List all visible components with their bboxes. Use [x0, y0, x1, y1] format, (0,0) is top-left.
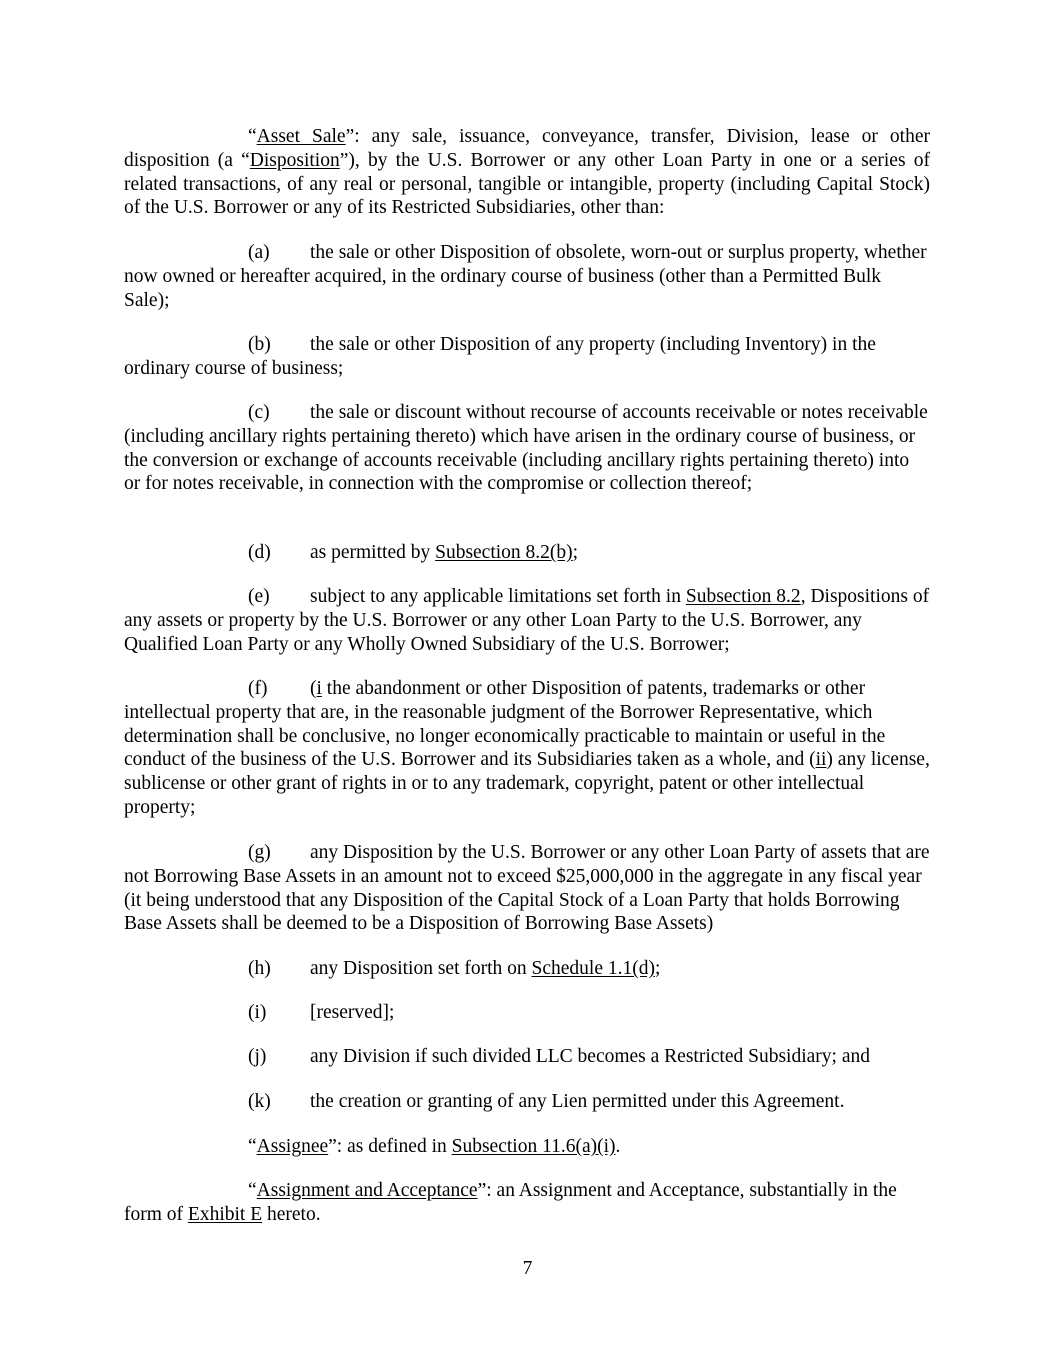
- clause-text: any Disposition set forth on: [310, 958, 532, 979]
- cross-reference: Subsection 11.6(a)(i): [451, 1136, 616, 1157]
- cross-reference: Exhibit E: [187, 1203, 263, 1225]
- clause-d: [248, 541, 578, 565]
- clause-k: [248, 1090, 844, 1114]
- definition-text: ”: as defined in: [328, 1136, 452, 1157]
- clause-punct: ;: [572, 542, 579, 563]
- cross-reference: Subsection 8.2: [685, 586, 801, 607]
- clause-b: [124, 333, 930, 381]
- clause-a: [124, 241, 930, 312]
- clause-c: [124, 401, 930, 496]
- definition-text: ”: an Assignment and Acceptance, substantially in the form of: [124, 1180, 897, 1225]
- quote-open: “: [248, 126, 257, 147]
- clause-text: as permitted by: [310, 542, 436, 563]
- clause-text: the sale or other Disposition of any property (including Inventory) in the ordinary course of business;: [124, 334, 876, 379]
- definition-punct: .: [615, 1136, 621, 1157]
- clause-label: (b): [248, 334, 271, 355]
- clause-label: (h): [248, 958, 271, 979]
- definition-assignment-and-acceptance: [124, 1179, 930, 1227]
- clause-text: the creation or granting of any Lien permitted under this Agreement.: [310, 1091, 845, 1112]
- clause-text: [reserved];: [310, 1002, 395, 1023]
- clause-label: (g): [248, 842, 271, 863]
- paren: (: [310, 678, 317, 699]
- defined-term-disposition: Disposition: [249, 149, 340, 171]
- clause-text: the abandonment or other Disposition of patents, trademarks or other intellectual property that are, in the reasonable judgment of the Borrower Representative, which determination shall be conclusive, no longer economically practicable to maintain or useful in the conduct of the business of the U.S. Borrower and its Subsidiaries taken as a whole, and (: [124, 678, 886, 771]
- clause-g: [124, 841, 930, 936]
- clause-label: (d): [248, 542, 271, 563]
- quote-open: “: [248, 1180, 257, 1201]
- clause-label: (i): [248, 1002, 267, 1023]
- definition-assignee: [248, 1135, 620, 1159]
- defined-term-asset-sale: Asset Sale: [256, 126, 346, 147]
- clause-j: [248, 1045, 870, 1069]
- clause-i: [248, 1001, 394, 1025]
- page-number: 7: [522, 1258, 533, 1279]
- clause-text: any Disposition by the U.S. Borrower or any other Loan Party of assets that are not Borrowing Base Assets in an amount not to exceed $25,000,000 in the aggregate in any fiscal year (it being understood that any Disposition of the Capital Stock of a Loan Party that holds Borrowing Base Assets shall be deemed to be a Disposition of Borrowing Base Assets): [124, 842, 930, 935]
- definition-text: hereto.: [262, 1203, 321, 1225]
- clause-label: (c): [248, 402, 270, 423]
- clause-text: subject to any applicable limitations set forth in: [310, 586, 686, 607]
- clause-text: the sale or discount without recourse of accounts receivable or notes receivable (including ancillary rights pertaining thereto) which have arisen in the ordinary course of business, or the conversion or exchange of accounts receivable (including ancillary rights pertaining thereto) into or for notes receivable, in connection with the compromise or collection thereof;: [124, 402, 928, 495]
- roman-numeral-i: i: [316, 678, 322, 699]
- roman-numeral-ii: ii: [815, 749, 827, 771]
- clause-label: (j): [248, 1046, 267, 1067]
- clause-label: (k): [248, 1091, 271, 1112]
- clause-label: (a): [248, 242, 270, 263]
- definition-asset-sale: [124, 125, 930, 220]
- clause-label: (e): [248, 586, 270, 607]
- defined-term-assignee: Assignee: [256, 1136, 329, 1157]
- cross-reference: Subsection 8.2(b): [435, 542, 573, 563]
- definition-text: ”: any sale, issuance, conveyance, transfer, Division, lease or other disposition (a “: [124, 126, 931, 171]
- clause-text: any Division if such divided LLC becomes a Restricted Subsidiary; and: [310, 1046, 870, 1067]
- definition-text: ”), by the U.S. Borrower or any other Loan Party in one or a series of related transactions, of any real or personal, tangible or intangible, property (including Capital Stock) of the U.S. Borrower or any of its Restricted Subsidiaries, other than:: [124, 149, 930, 219]
- clause-text: , Dispositions of any assets or property by the U.S. Borrower or any other Loan Party to the U.S. Borrower, any Qualified Loan Party or any Wholly Owned Subsidiary of the U.S. Borrower;: [124, 586, 930, 655]
- clause-text: the sale or other Disposition of obsolete, worn-out or surplus property, whether now owned or hereafter acquired, in the ordinary course of business (other than a Permitted Bulk Sale);: [124, 242, 927, 311]
- clause-h: [248, 957, 660, 981]
- clause-f: [124, 677, 930, 820]
- quote-open: “: [248, 1136, 257, 1157]
- clause-punct: ;: [655, 958, 661, 979]
- clause-label: (f): [248, 678, 268, 699]
- cross-reference: Schedule 1.1(d): [531, 958, 655, 979]
- defined-term-assignment-and-acceptance: Assignment and Acceptance: [256, 1180, 478, 1201]
- clause-e: [124, 585, 930, 656]
- clause-text: ) any license, sublicense or other grant of rights in or to any trademark, copyright, patent or other intellectual property;: [124, 749, 930, 818]
